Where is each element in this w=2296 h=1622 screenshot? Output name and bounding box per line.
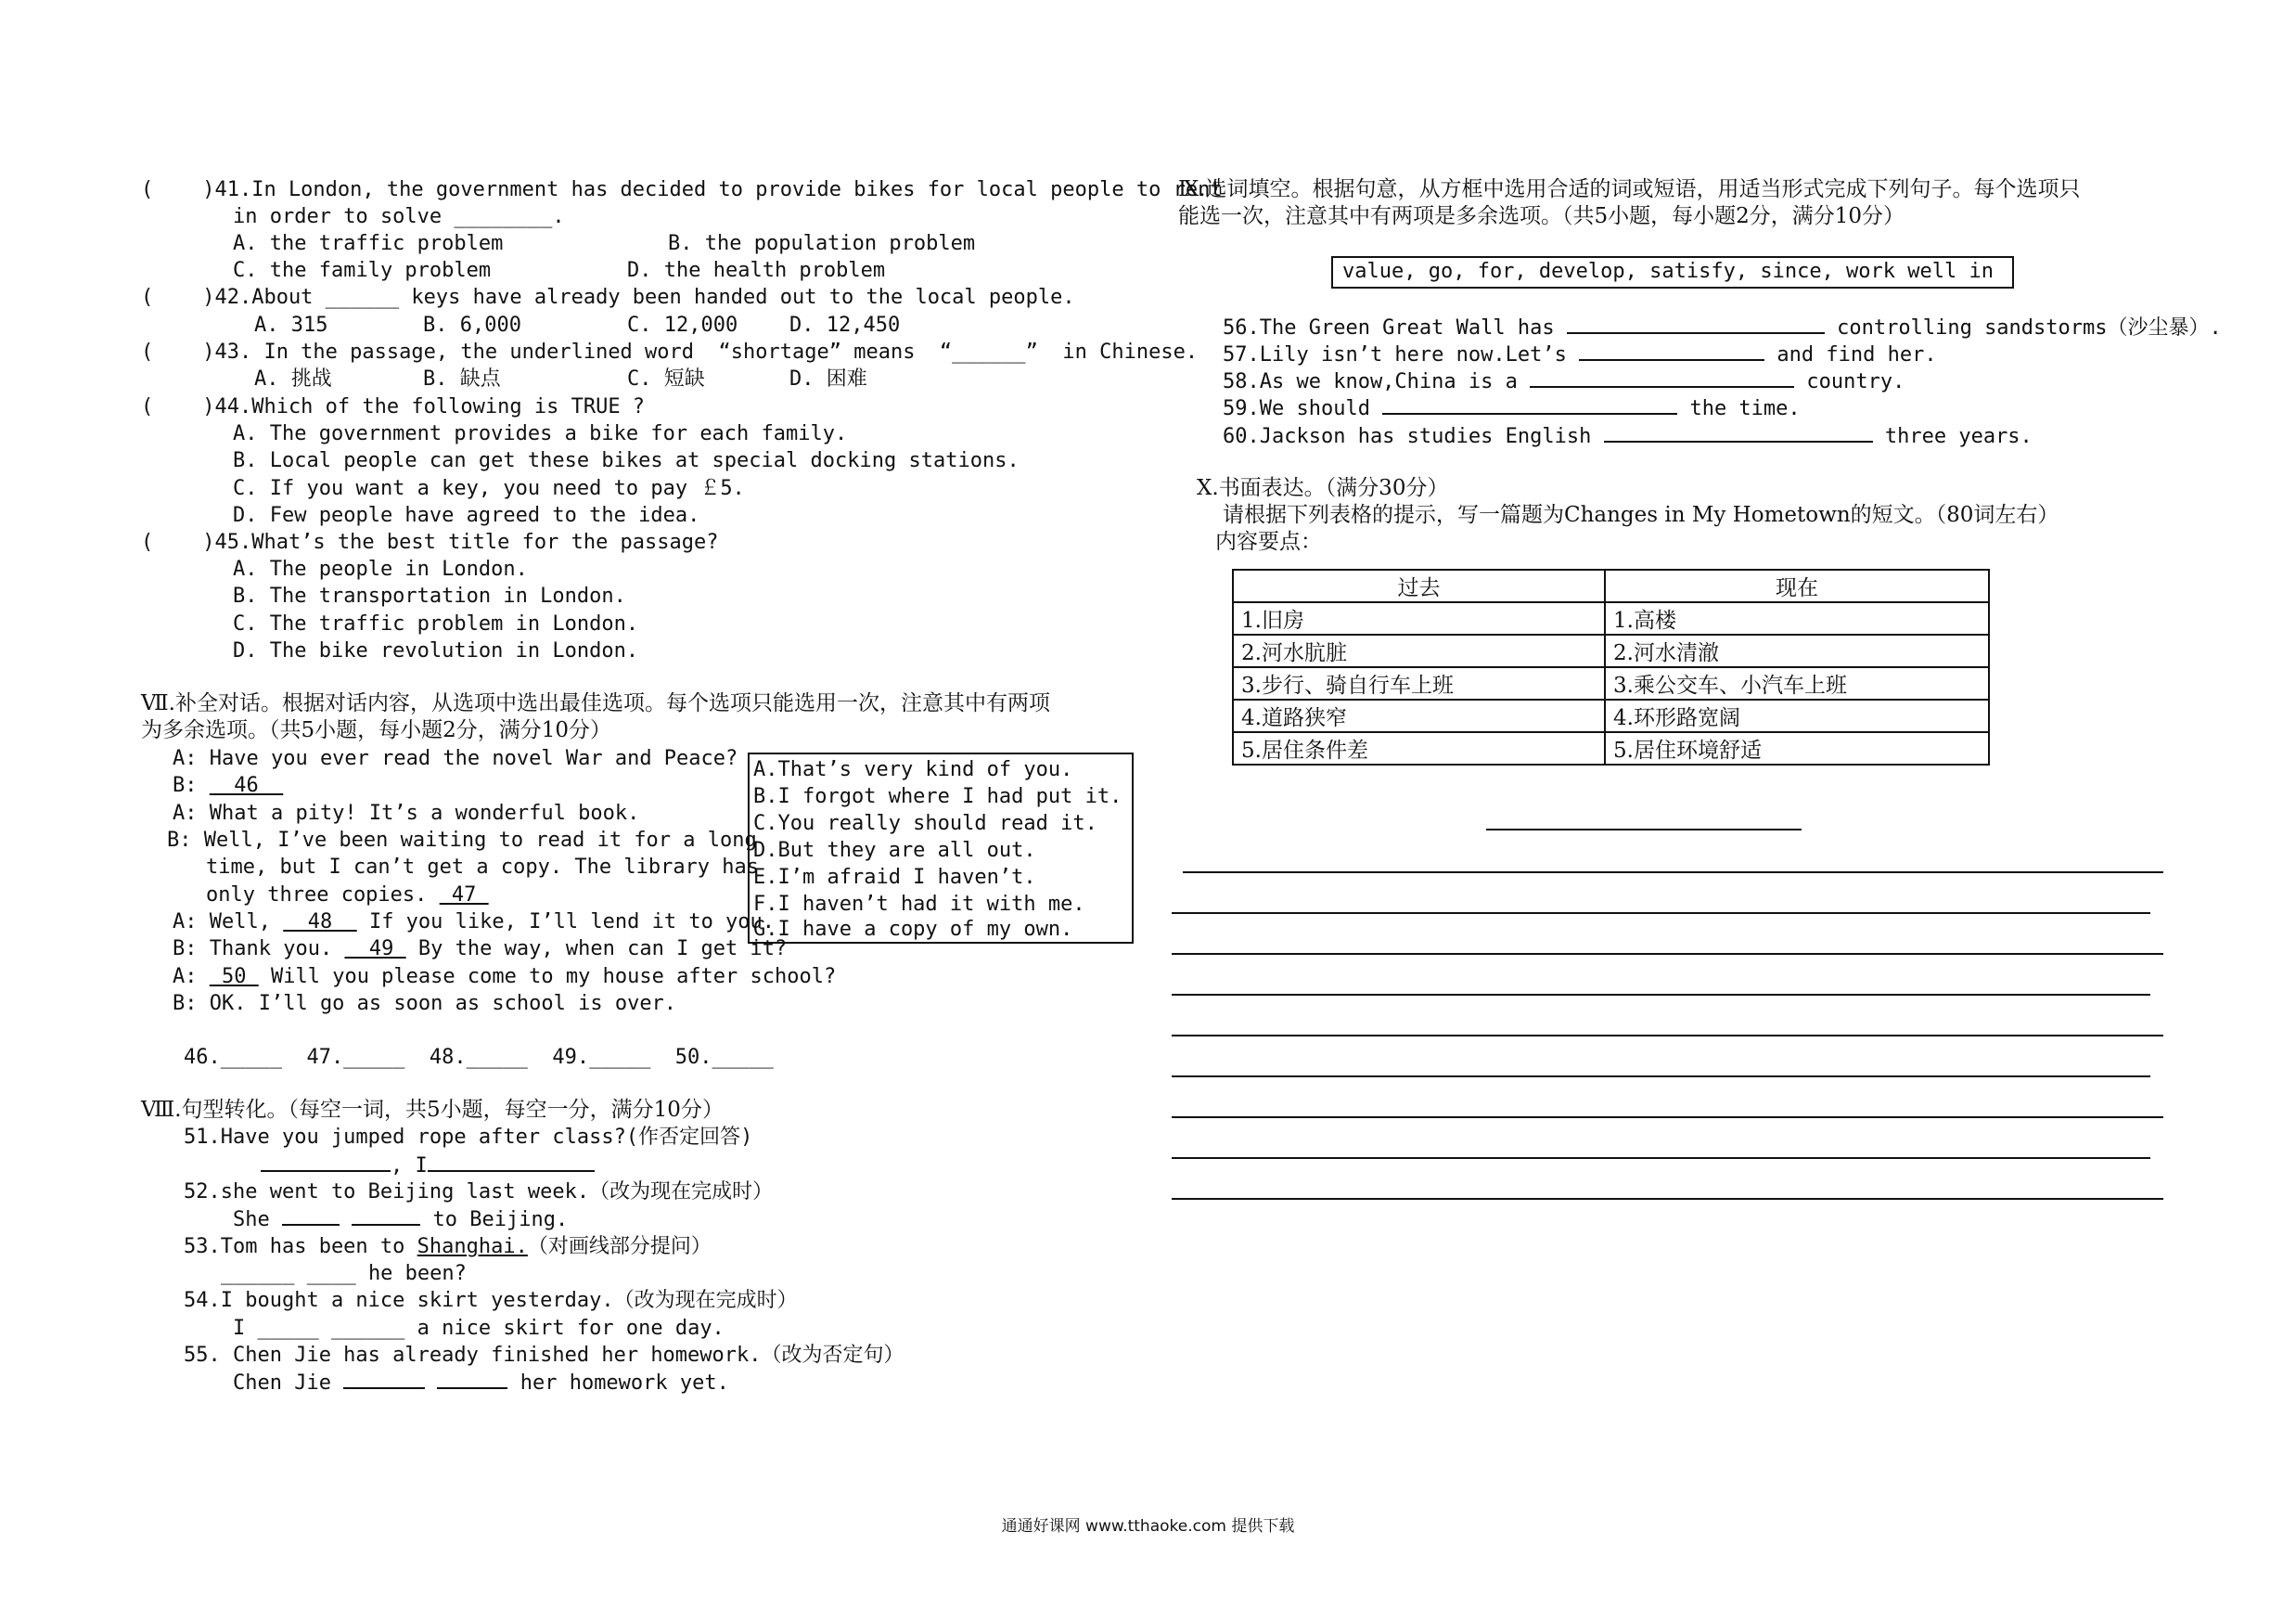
word-box xyxy=(1331,256,2014,289)
dialogue-line-2 xyxy=(173,772,283,799)
q55-stem: 55. Chen Jie has already finished her homework.（改为否定句） xyxy=(184,1344,904,1367)
q59-text: 59.We should xyxy=(1223,397,1370,420)
page-footer: 通通好课网 www.tthaoke.com 提供下载 xyxy=(1001,1517,1295,1536)
q43-option-d: D. 困难 xyxy=(789,367,867,391)
q41-stem-cont: in order to solve ________. xyxy=(233,205,565,228)
dialogue-option-a: A.That’s very kind of you. xyxy=(753,758,1073,781)
q41-option-d: D. the health problem xyxy=(627,259,886,282)
dialogue-text: A: Well, xyxy=(173,910,284,933)
essay-title-line[interactable] xyxy=(1486,829,1802,830)
dialogue-line-1: A: Have you ever read the novel War and Peace? xyxy=(173,747,738,770)
q52-blank-2[interactable] xyxy=(352,1205,420,1226)
q53-underlined: Shanghai. xyxy=(417,1235,528,1258)
q51-comma-i: , I xyxy=(391,1154,428,1178)
dialogue-option-b: B.I forgot where I had put it. xyxy=(753,785,1122,808)
q51-stem: 51.Have you jumped rope after class?(作否定回答) xyxy=(184,1126,753,1149)
q53-text: 53.Tom has been to xyxy=(184,1235,417,1258)
q44-option-b: B. Local people can get these bikes at special docking stations. xyxy=(233,449,1020,472)
writing-line[interactable] xyxy=(1172,1035,2163,1036)
writing-line[interactable] xyxy=(1172,1075,2150,1077)
writing-line[interactable] xyxy=(1172,1157,2150,1159)
dialogue-line-5: time, but I can’t get a copy. The library has xyxy=(206,856,760,879)
table-row xyxy=(1233,700,1989,732)
now-cell: 1.高楼 xyxy=(1605,602,1989,635)
now-cell: 4.环形路宽阔 xyxy=(1605,700,1989,732)
now-cell: 3.乘公交车、小汽车上班 xyxy=(1605,667,1989,700)
q58-rest: country. xyxy=(1806,370,1905,393)
writing-line[interactable] xyxy=(1172,953,2163,955)
section-7-title: Ⅶ.补全对话。根据对话内容，从选项中选出最佳选项。每个选项只能选用一次，注意其中有两项 xyxy=(141,691,1050,715)
past-cell: 5.居住条件差 xyxy=(1233,732,1605,765)
now-cell: 5.居住环境舒适 xyxy=(1605,732,1989,765)
section-9-title: Ⅸ.选词填空。根据句意，从方框中选用合适的词或短语，用适当形式完成下列句子。每个选项只 xyxy=(1178,177,2081,201)
blank-46[interactable]: 46 xyxy=(209,774,284,797)
q43-option-c: C. 短缺 xyxy=(627,367,705,391)
q53-stem xyxy=(184,1233,712,1260)
now-cell: 2.河水清澈 xyxy=(1605,635,1989,667)
table-row xyxy=(1233,602,1989,635)
dialogue-option-g: G.I have a copy of my own. xyxy=(753,918,1073,941)
q42-stem: ( )42.About ______ keys have already been handed out to the local people. xyxy=(141,286,1075,309)
writing-line[interactable] xyxy=(1172,912,2150,914)
dialogue-text: Will you please come to my house after school? xyxy=(258,965,837,988)
q45-option-c: C. The traffic problem in London. xyxy=(233,612,639,636)
q55-answer xyxy=(233,1369,729,1397)
q45-option-d: D. The bike revolution in London. xyxy=(233,639,639,663)
q55-blank-1[interactable] xyxy=(343,1369,425,1389)
past-cell: 1.旧房 xyxy=(1233,602,1605,635)
writing-line[interactable] xyxy=(1172,994,2150,996)
section-10-title: Ⅹ.书面表达。（满分30分） xyxy=(1197,476,1449,500)
dialogue-option-f: F.I haven’t had it with me. xyxy=(753,893,1085,916)
past-cell: 3.步行、骑自行车上班 xyxy=(1233,667,1605,700)
dialogue-text: A: xyxy=(173,965,210,988)
q52-subject: She xyxy=(233,1208,270,1231)
q60-text: 60.Jackson has studies English xyxy=(1223,425,1592,448)
q41-stem: ( )41.In London, the government has decided to provide bikes for local people to rent xyxy=(141,178,1223,201)
q45-option-b: B. The transportation in London. xyxy=(233,585,626,608)
dialogue-line-10: B: OK. I’ll go as soon as school is over. xyxy=(173,992,677,1015)
dialogue-text: B: Thank you. xyxy=(173,937,345,960)
q56 xyxy=(1223,314,2222,341)
q41-option-c: C. the family problem xyxy=(233,259,492,282)
q52-blank-1[interactable] xyxy=(282,1205,340,1226)
blank-49[interactable]: 49 xyxy=(344,937,406,960)
q44-option-c: C. If you want a key, you need to pay ￡5. xyxy=(233,477,745,500)
q57-text: 57.Lily isn’t here now.Let’s xyxy=(1223,343,1567,367)
q45-stem: ( )45.What’s the best title for the passage? xyxy=(141,531,719,554)
content-points-label: 内容要点： xyxy=(1215,530,1322,554)
q51-answer xyxy=(261,1152,595,1179)
q59-blank[interactable] xyxy=(1382,394,1677,415)
q43-option-b: B. 缺点 xyxy=(423,367,501,391)
dialogue-text: If you like, I’ll lend it to you. xyxy=(356,910,776,933)
q55-subject: Chen Jie xyxy=(233,1371,331,1395)
dialogue-line-9 xyxy=(173,963,836,990)
q43-stem: ( )43. In the passage, the underlined word “shortage” means “______” in Chinese. xyxy=(141,341,1199,364)
section-8-title: Ⅷ.句型转化。（每空一词，共5小题，每空一分，满分10分） xyxy=(141,1098,724,1122)
q44-option-a: A. The government provides a bike for each family. xyxy=(233,422,848,445)
q60-blank[interactable] xyxy=(1604,422,1873,443)
dialogue-text: only three copies. xyxy=(206,883,440,907)
q54-stem: 54.I bought a nice skirt yesterday.（改为现在完成时） xyxy=(184,1289,798,1312)
q56-text: 56.The Green Great Wall has xyxy=(1223,316,1555,340)
q58-text: 58.As we know,China is a xyxy=(1223,370,1518,393)
q44-stem: ( )44.Which of the following is TRUE ? xyxy=(141,395,646,418)
dialogue-line-4: B: Well, I’ve been waiting to read it for a long xyxy=(167,829,757,852)
section-7-title-cont: 为多余选项。（共5小题，每小题2分，满分10分） xyxy=(141,718,612,742)
dialogue-option-e: E.I’m afraid I haven’t. xyxy=(753,866,1036,889)
table-header-row xyxy=(1233,570,1989,602)
table-row xyxy=(1233,667,1989,700)
table-row xyxy=(1233,732,1989,765)
word-box-list: value, go, for, develop, satisfy, since, work well in xyxy=(1342,260,1994,283)
q42-option-b: B. 6,000 xyxy=(423,314,521,337)
dialogue-options-box xyxy=(748,753,1134,944)
q41-option-a: A. the traffic problem xyxy=(233,232,504,255)
q51-blank-2[interactable] xyxy=(428,1152,595,1172)
dialogue-option-d: D.But they are all out. xyxy=(753,839,1036,862)
writing-line[interactable] xyxy=(1172,1198,2163,1200)
section-9-title-cont: 能选一次，注意其中有两项是多余选项。（共5小题，每小题2分，满分10分） xyxy=(1178,204,1905,228)
q52-rest: to Beijing. xyxy=(432,1208,569,1231)
q60 xyxy=(1223,422,2033,450)
past-cell: 2.河水肮脏 xyxy=(1233,635,1605,667)
q57-blank[interactable] xyxy=(1579,341,1764,361)
dialogue-option-c: C.You really should read it. xyxy=(753,812,1097,835)
blank-47[interactable]: 47 xyxy=(439,883,489,907)
dialogue-speaker: B: xyxy=(173,774,210,797)
dialogue-line-8 xyxy=(173,935,787,962)
q54-answer[interactable]: I _____ ______ a nice skirt for one day. xyxy=(233,1317,725,1340)
q43-option-a: A. 挑战 xyxy=(254,367,332,391)
q52-stem: 52.she went to Beijing last week.（改为现在完成时） xyxy=(184,1180,774,1204)
blank-48[interactable]: 48 xyxy=(283,910,357,933)
q57-rest: and find her. xyxy=(1777,343,1937,367)
q55-rest: her homework yet. xyxy=(519,1371,729,1395)
writing-line[interactable] xyxy=(1172,1116,2163,1118)
header-past: 过去 xyxy=(1233,570,1605,602)
q51-blank-1[interactable] xyxy=(261,1152,391,1172)
q41-option-b: B. the population problem xyxy=(668,232,976,255)
q59 xyxy=(1223,394,1801,422)
q57 xyxy=(1223,341,1937,368)
dialogue-text: By the way, when can I get it? xyxy=(405,937,788,960)
changes-table xyxy=(1232,569,1990,766)
q42-option-d: D. 12,450 xyxy=(789,314,901,337)
q56-rest: controlling sandstorms（沙尘暴）. xyxy=(1837,316,2222,340)
q53-instruction: （对画线部分提问） xyxy=(527,1235,712,1258)
q56-blank[interactable] xyxy=(1567,314,1825,334)
dialogue-line-3: A: What a pity! It’s a wonderful book. xyxy=(173,802,640,825)
answer-blanks-46-50[interactable]: 46._____ 47._____ 48._____ 49._____ 50._____ xyxy=(184,1046,774,1069)
q52-answer xyxy=(233,1205,568,1233)
q42-option-a: A. 315 xyxy=(254,314,328,337)
blank-50[interactable]: 50 xyxy=(209,965,259,988)
q59-rest: the time. xyxy=(1689,397,1801,420)
table-row xyxy=(1233,635,1989,667)
dialogue-line-6 xyxy=(206,882,489,908)
past-cell: 4.道路狭窄 xyxy=(1233,700,1605,732)
section-10-instructions: 请根据下列表格的提示，写一篇题为Changes in My Hometown的短文。（80词左右） xyxy=(1223,503,2059,527)
q58 xyxy=(1223,367,1905,395)
q53-answer[interactable]: ______ ____ he been? xyxy=(221,1262,467,1285)
q44-option-d: D. Few people have agreed to the idea. xyxy=(233,504,700,527)
q55-blank-2[interactable] xyxy=(437,1369,507,1389)
dialogue-line-7 xyxy=(173,908,775,935)
q45-option-a: A. The people in London. xyxy=(233,558,528,581)
header-now: 现在 xyxy=(1605,570,1989,602)
q60-rest: three years. xyxy=(1884,425,2033,448)
q58-blank[interactable] xyxy=(1530,367,1794,388)
writing-line[interactable] xyxy=(1183,871,2163,873)
q42-option-c: C. 12,000 xyxy=(627,314,738,337)
